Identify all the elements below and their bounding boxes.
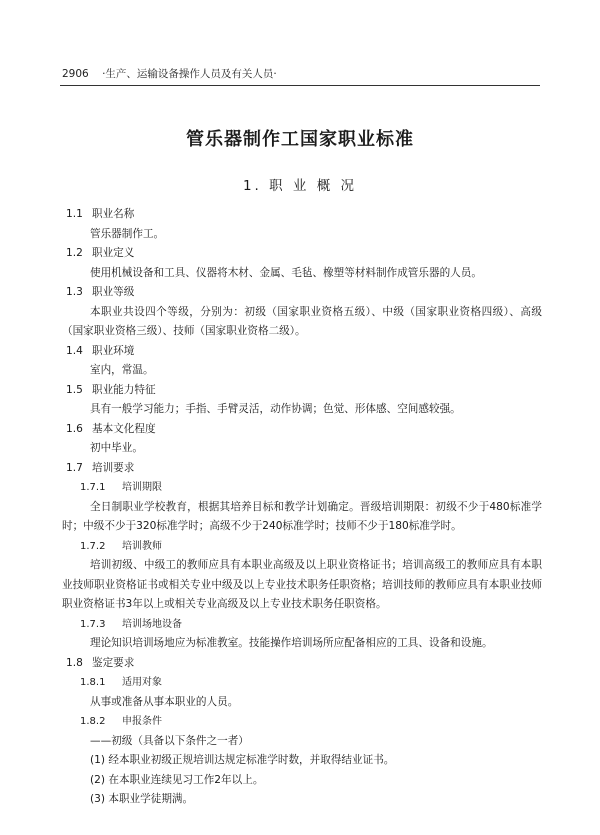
paragraph-1-5: 具有一般学习能力；手指、手臂灵活，动作协调；色觉、形体感、空间感较强。	[90, 403, 461, 415]
heading-1-8: 1.8 鉴定要求	[66, 656, 135, 669]
list-item: (3) 本职业学徒期满。	[90, 793, 194, 805]
running-header	[62, 66, 540, 81]
list-item: (1) 经本职业初级正规培训达规定标准学时数，并取得结业证书。	[90, 754, 395, 766]
paragraph-1-3: 本职业共设四个等级，分别为：初级（国家职业资格五级）、中级（国家职业资格四级）、高级（国家职业资格三级）、技师（国家职业资格二级）。	[62, 305, 542, 337]
paragraph-1-7-1: 全日制职业学校教育，根据其培养目标和教学计划确定。晋级培训期限：初级不少于480标准学时；中级不少于320标准学时；高级不少于240标准学时；技师不少于180标准学时。	[62, 500, 542, 532]
heading-1-8-1: 1.8.1 适用对象	[80, 677, 162, 688]
heading-1-4: 1.4 职业环境	[66, 344, 135, 357]
paragraph-1-7-2: 培训初级、中级工的教师应具有本职业高级及以上职业资格证书；培训高级工的教师应具有本职业技师职业资格证书或相关专业中级及以上专业技术职务任职资格；培训技师的教师应具有本职业技师职业资格证书3年以上或相关专业高级及以上专业技术职务任职资格。	[62, 559, 542, 610]
heading-1-3: 1.3 职业等级	[66, 286, 135, 298]
paragraph-1-4: 室内，常温。	[90, 364, 154, 376]
section-title: 1. 职 业 概 况	[242, 178, 358, 194]
running-title: ·生产、运输设备操作人员及有关人员·	[102, 68, 277, 80]
paragraph-1-7-3: 理论知识培训场地应为标准教室。技能操作培训场所应配备相应的工具、设备和设施。	[90, 637, 493, 649]
heading-1-8-2: 1.8.2 申报条件	[80, 716, 162, 727]
document-body	[62, 205, 542, 810]
heading-1-7: 1.7 培训要求	[66, 461, 135, 474]
heading-1-7-1: 1.7.1 培训期限	[80, 482, 162, 493]
paragraph-1-8-1: 从事或准备从事本职业的人员。	[90, 695, 239, 708]
heading-1-1: 1.1 职业名称	[66, 208, 135, 220]
document-title: 管乐器制作工国家职业标准	[186, 129, 414, 150]
paragraph-1-2: 使用机械设备和工具、仪器将木材、金属、毛毡、橡塑等材料制作成管乐器的人员。	[90, 266, 482, 279]
list-item: (2) 在本职业连续见习工作2年以上。	[90, 773, 264, 786]
heading-1-7-3: 1.7.3 培训场地设备	[80, 618, 182, 630]
level-junior: ——初级（具备以下条件之一者）	[90, 734, 249, 747]
heading-1-2: 1.2 职业定义	[66, 247, 135, 259]
heading-1-6: 1.6 基本文化程度	[66, 422, 156, 435]
paragraph-1-1: 管乐器制作工。	[90, 227, 165, 240]
heading-1-5: 1.5 职业能力特征	[66, 383, 156, 396]
heading-1-7-2: 1.7.2 培训教师	[80, 540, 162, 552]
paragraph-1-6: 初中毕业。	[90, 442, 143, 454]
header-divider	[60, 85, 540, 86]
page-number: 2906	[62, 68, 89, 80]
